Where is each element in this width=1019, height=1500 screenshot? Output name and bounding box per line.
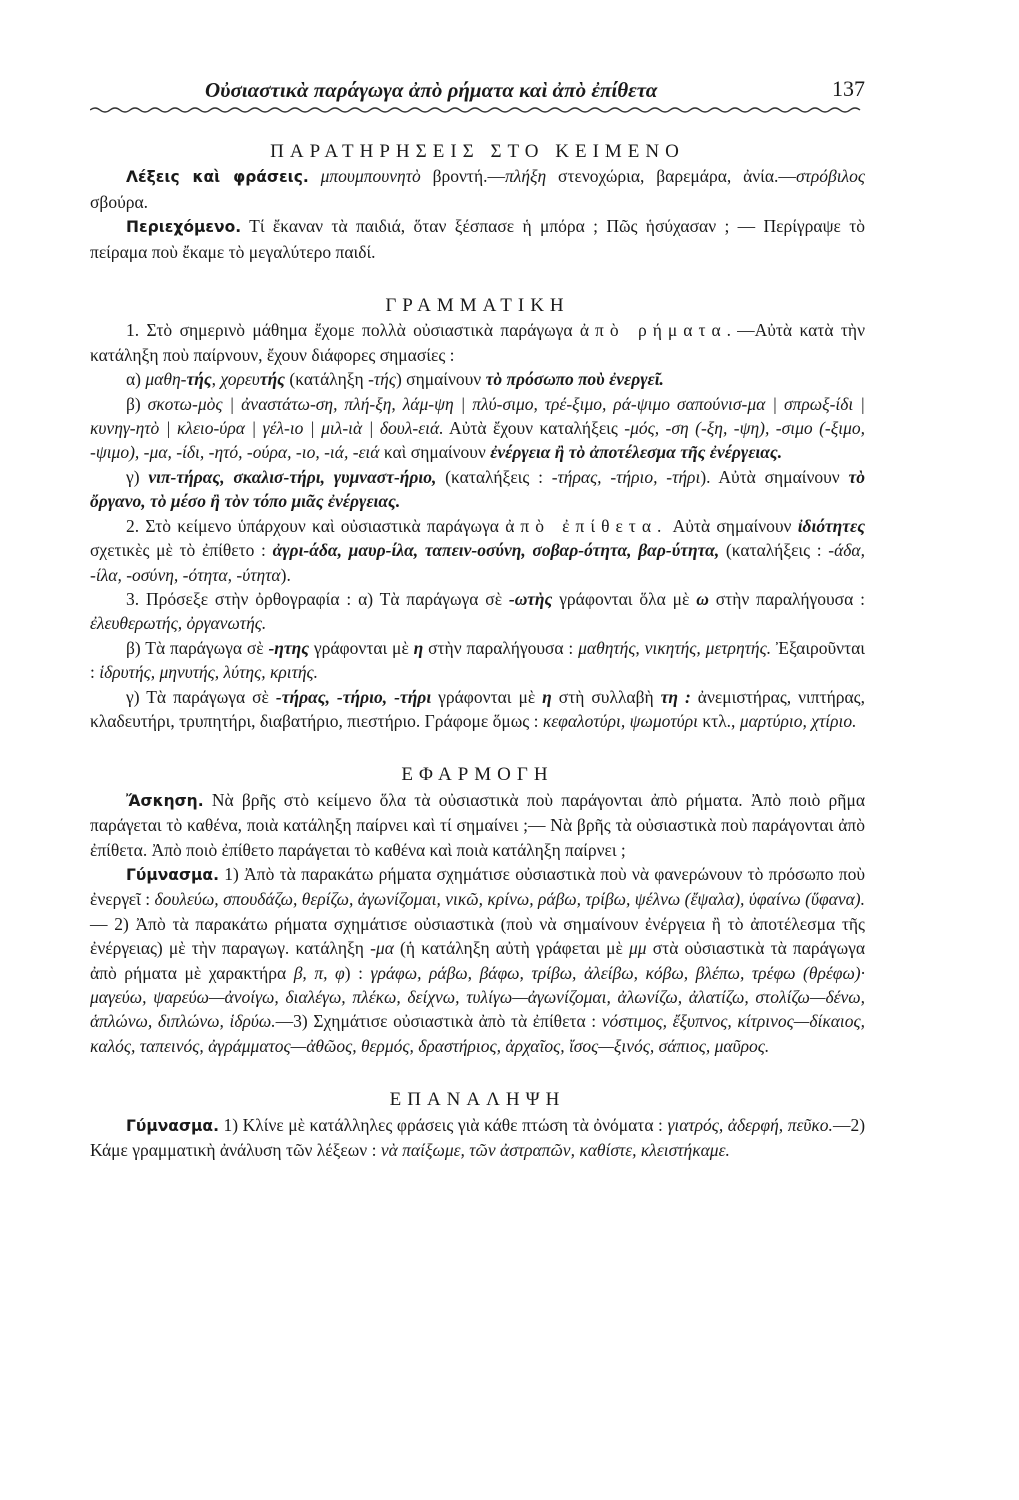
- page-number: 137: [832, 76, 865, 101]
- grammar-point-1c: γ) νιπ-τήρας, σκαλισ-τήρι, γυμναστ-ήριο, (καταλήξεις : -τήρας, -τήριο, -τήρι). Αὐτὰ σημαίνουν τὸ ὄργανο, τὸ μέσο ἢ τὸν τόπο μιᾶς ἐνέργειας.: [90, 466, 865, 512]
- heading-review: ΕΠΑΝΑΛΗΨΗ: [389, 1089, 566, 1111]
- grammar-point-3c: γ) Τὰ παράγωγα σὲ -τήρας, -τήριο, -τήρι γράφονται μὲ η στὴ συλλαβὴ τη : ἀνεμιστήρας, νιπτήρας, κλαδευτήρι, τρυπητήρι, διαβατήριο, πιεστήριο. Γράφομε ὅμως : κεφαλοτύρι, ψωμοτύρι κτλ., μαρτύριο, χτίριο.: [90, 686, 865, 731]
- paragraph-lexeis: Λέξεις καὶ φράσεις. μπουμπουνητὸ βροντή.—πλήξη στενοχώρια, βαρεμάρα, ἀνία.—στρόβιλος σβούρα.: [90, 166, 865, 212]
- grammar-point-1b: β) σκοτω-μὸς | ἀναστάτω-ση, πλή-ξη, λάμ-ψη | πλύ-σιμο, τρέ-ξιμο, ρά-ψιμο σαπούνισ-μα | σπρωξ-ίδι | κυνηγ-ητὸ | κλειο-ύρα | γέλ-ιο | μιλ-ιὰ | δουλ-ειά. Αὐτὰ ἔχουν καταλήξεις -μός, -ση (-ξη, -ψη), -σιμο (-ξιμο, -ψιμο), -μα, -ίδι, -ητό, -ούρα, -ιο, -ιά, -ειά καὶ σημαίνουν ἐνέργεια ἢ τὸ ἀποτέλεσμα τῆς ἐνέργειας.: [90, 393, 865, 463]
- grammar-point-1a: α) μαθη-τής, χορευτής (κατάληξη -τής) σημαίνουν τὸ πρόσωπο ποὺ ἐνεργεῖ.: [126, 369, 664, 390]
- exercise-review: Γύμνασμα. 1) Κλίνε μὲ κατάλληλες φράσεις γιὰ κάθε πτώση τὰ ὀνόματα : γιατρός, ἀδερφή, πεῦκο.—2) Κάμε γραμματικὴ ἀνάλυση τῶν λέξεων : νὰ παίξωμε, τῶν ἀστραπῶν, καθίστε, κλειστήκαμε.: [90, 1114, 866, 1161]
- running-title: Οὐσιαστικὰ παράγωγα ἀπὸ ρήματα καὶ ἀπὸ ἐπίθετα: [205, 78, 658, 102]
- heading-grammar: ΓΡΑΜΜΑΤΙΚΗ: [385, 295, 570, 317]
- grammar-point-3a: 3. Πρόσεξε στὴν ὀρθογραφία : α) Τὰ παράγωγα σὲ -ωτὴς γράφονται ὅλα μὲ ω στὴν παραλήγουσα : ἐλευθερωτής, ὀργανωτής.: [90, 588, 865, 634]
- paragraph-periexomeno: Περιεχόμενο. Τί ἔκαναν τὰ παιδιά, ὅταν ξέσπασε ἡ μπόρα ; Πῶς ἡσύχασαν ; — Περίγραψε τὸ πείραμα ποὺ ἔκαμε τὸ μεγαλύτερο παιδί.: [90, 216, 865, 262]
- exercise-gymnasma: Γύμνασμα. 1) Ἀπὸ τὰ παρακάτω ρήματα σχημάτισε οὐσιαστικὰ ποὺ νὰ φανερώνουν τὸ πρόσωπο ποὺ ἐνεργεῖ : δουλεύω, σπουδάζω, θερίζω, ἀγωνίζομαι, νικῶ, κρίνω, ράβω, τρίβω, ψέλνω (ἔψαλα), ὑφαίνω (ὕφανα).— 2) Ἀπὸ τὰ παρακάτω ρήματα σχημάτισε οὐσιαστικὰ (ποὺ νὰ σημαίνουν ἐνέργεια ἢ τὸ ἀποτέλεσμα τῆς ἐνέργειας) μὲ τὴν παραγωγ. κατάληξη -μα (ἡ κατάληξη αὐτὴ γράφεται μὲ μμ στὰ οὐσιαστικὰ τὰ παράγωγα ἀπὸ ρήματα μὲ χαρακτήρα β, π, φ) : γράφω, ράβω, βάφω, τρίβω, ἀλείβω, κόβω, βλέπω, τρέφω (θρέφω)· μαγεύω, ψαρεύω—ἀνοίγω, διαλέγω, πλέκω, δείχνω, τυλίγω—ἀγωνίζομαι, ἀλωνίζω, ἀλατίζω, στολίζω—δένω, ἁπλώνω, διπλώνω, ἱδρύω.—3) Σχημάτισε οὐσιαστικὰ ἀπὸ τὰ ἐπίθετα : νόστιμος, ἔξυπνος, κίτρινος—δίκαιος, καλός, ταπεινός, ἀγράμματος—ἀθῶος, θερμός, δραστήριος, ἀρχαῖος, ἴσος—ξινός, σάπιος, μαῦρος.: [90, 863, 865, 1056]
- wavy-rule: [90, 106, 865, 114]
- running-header: [90, 78, 865, 108]
- exercise-askisi: Ἄσκηση. Νὰ βρῆς στὸ κείμενο ὅλα τὰ οὐσιαστικὰ ποὺ παράγονται ἀπὸ ρήματα. Ἀπὸ ποιὸ ρῆμα παράγεται τὸ καθένα, ποιὰ κατάληξη παίρνει καὶ τί σημαίνει ;— Νὰ βρῆς τὰ οὐσιαστικὰ ποὺ παράγονται ἀπὸ ἐπίθετα. Ἀπὸ ποιὸ ἐπίθετο παράγεται τὸ καθένα καὶ ποιὰ κατάληξη παίρνει ;: [90, 789, 865, 860]
- heading-application: ΕΦΑΡΜΟΓΗ: [401, 764, 554, 786]
- grammar-point-1: 1. Στὸ σημερινὸ μάθημα ἔχομε πολλὰ οὐσιαστικὰ παράγωγα ἀπὸ ρήματα.—Αὐτὰ κατὰ τὴν κατάληξη ποὺ παίρνουν, ἔχουν διάφορες σημασίες :: [90, 320, 865, 365]
- heading-notes: ΠΑΡΑΤΗΡΗΣΕΙΣ ΣΤΟ ΚΕΙΜΕΝΟ: [270, 141, 685, 162]
- page-content: [90, 140, 865, 1162]
- grammar-point-3b: β) Τὰ παράγωγα σὲ -ητης γράφονται μὲ η στὴν παραλήγουσα : μαθητής, νικητής, μετρητής. Ἐξαιροῦνται : ἱδρυτής, μηνυτής, λύτης, κριτής.: [90, 637, 866, 683]
- grammar-point-2: 2. Στὸ κείμενο ὑπάρχουν καὶ οὐσιαστικὰ παράγωγα ἀπὸ ἐπίθετα. Αὐτὰ σημαίνουν ἰδιότητες σχετικὲς μὲ τὸ ἐπίθετο : ἀγρι-άδα, μαυρ-ίλα, ταπειν-οσύνη, σοβαρ-ότητα, βαρ-ύτητα, (καταλήξεις : -άδα, -ίλα, -οσύνη, -ότητα, -ύτητα).: [90, 515, 865, 585]
